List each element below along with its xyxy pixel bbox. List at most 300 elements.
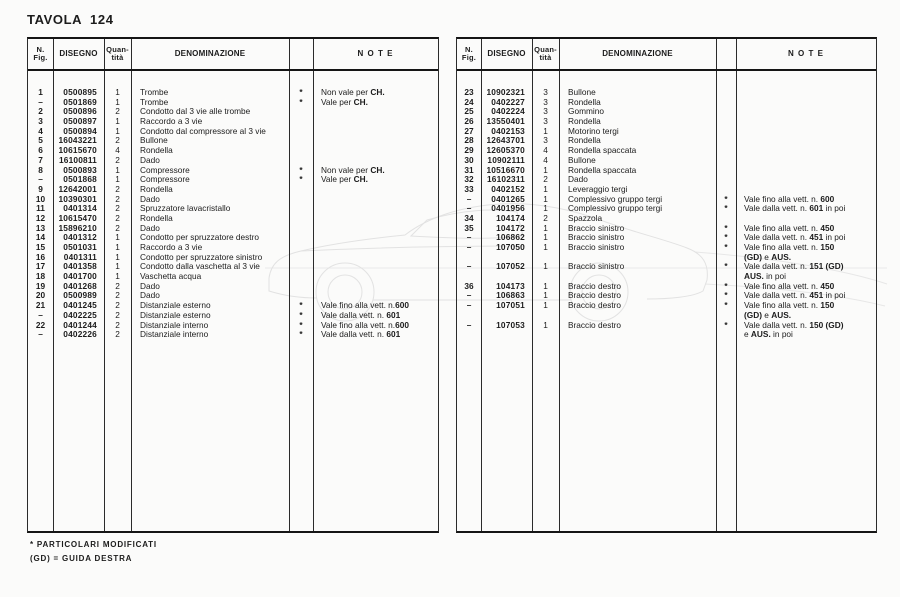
cell-star [716,156,736,166]
header-disegno: DISEGNO [59,48,98,58]
cell-denominazione: Compressore [140,174,190,185]
cell-disegno: 0401244 [63,319,97,330]
cell-fig: 33 [464,183,474,194]
cell-note [313,233,438,243]
cell-star: * [724,290,728,301]
cell-fig: 1 [38,87,43,97]
cell-note [736,166,876,176]
cell-disegno: 13550401 [486,116,525,127]
cell-disegno: 0401265 [491,193,525,204]
cell-star [289,243,313,253]
cell-fig: 16 [35,251,46,262]
cell-denominazione: Rondella [568,116,601,127]
cell-denominazione: Braccio destro [568,290,622,301]
cell-note: Vale dalla vett. n. 451 in poi [744,290,846,301]
cell-denominazione: Compressore [140,164,190,175]
cell-fig: – [38,309,43,320]
cell-disegno: 0500989 [63,290,97,301]
cell-qty: 1 [115,164,120,175]
cell-fig: 31 [464,164,474,175]
cell-qty: 1 [543,319,548,330]
cell-star [289,233,313,243]
cell-qty: 2 [115,203,120,214]
cell-note: Non vale per CH. [321,87,385,97]
cell-star [289,127,313,137]
cell-fig: 34 [464,212,474,223]
header-qty: Quan- tità [106,44,129,62]
cell-qty: 1 [543,232,548,243]
cell-denominazione: Condotto dalla vaschetta al 3 vie [140,261,260,272]
cell-star [289,107,313,117]
header-denominazione: DENOMINAZIONE [602,48,673,58]
cell-disegno: 12642001 [58,183,97,194]
cell-qty: 3 [543,116,548,127]
cell-disegno: 0401245 [63,300,97,311]
cell-denominazione: Bullone [568,154,596,165]
cell-fig: 26 [464,116,474,127]
cell-qty: 1 [543,261,548,272]
cell-qty: 1 [543,193,548,204]
cell-note: Vale dalla vett. n. 150 (GD) e AUS. in poi [744,319,844,340]
cell-qty: 2 [115,222,120,233]
header-denominazione: DENOMINAZIONE [174,48,246,58]
cell-note [313,282,438,292]
cell-disegno: 0402152 [491,183,525,194]
cell-note [736,146,876,156]
cell-star [716,117,736,127]
cell-fig: 12 [35,212,46,223]
cell-fig: 2 [38,106,43,117]
cell-denominazione: Braccio destro [568,280,622,291]
cell-star [289,195,313,205]
cell-disegno: 10615470 [58,212,97,223]
cell-disegno: 0402224 [491,106,525,117]
table-row [457,301,876,320]
cell-qty: 2 [543,212,548,223]
cell-star [716,146,736,156]
cell-note: Non vale per CH. [321,164,385,175]
cell-fig: 32 [464,174,474,185]
cell-qty: 1 [115,251,120,262]
cell-denominazione: Braccio sinistro [568,222,625,233]
cell-qty: 1 [543,125,548,136]
cell-disegno: 0401700 [63,271,97,282]
cell-qty: 1 [115,96,120,107]
cell-note: Vale fino alla vett. n. 450 [744,280,835,291]
cell-fig: – [466,193,472,204]
cell-note [313,253,438,263]
cell-fig: – [466,261,472,272]
cell-denominazione: Dado [140,280,160,291]
cell-denominazione: Motorino tergi [568,125,619,136]
table-body [457,71,876,340]
cell-fig: 24 [464,96,474,107]
cell-denominazione: Bullone [140,135,168,146]
cell-disegno: 15896210 [58,222,97,233]
table-header [457,39,876,69]
cell-qty: 3 [543,135,548,146]
cell-note [313,195,438,205]
cell-qty: 1 [543,290,548,301]
header-star [716,39,736,69]
cell-note [313,136,438,146]
header-qty: Quan- tità [534,44,557,62]
cell-disegno: 10615670 [58,145,97,156]
cell-star [716,107,736,117]
cell-fig: 8 [38,164,43,175]
cell-fig: – [466,319,472,330]
cell-denominazione: Spazzola [568,212,603,223]
cell-star: * [299,164,303,175]
cell-disegno: 10902111 [487,154,525,165]
cell-note: Vale per CH. [321,174,368,185]
cell-note [736,127,876,137]
cell-disegno: 10902321 [486,87,525,97]
cell-disegno: 16043221 [58,135,97,146]
cell-denominazione: Trombe [140,96,169,107]
cell-star: * [724,203,728,214]
cell-note: Vale dalla vett. n. 451 in poi [744,232,846,243]
cell-note [313,262,438,272]
cell-fig: 19 [35,280,46,291]
cell-disegno: 104173 [496,280,525,291]
cell-star [289,136,313,146]
cell-disegno: 16102311 [486,174,525,185]
cell-fig: – [38,329,43,340]
cell-note [736,88,876,98]
cell-star: * [299,87,303,97]
cell-denominazione: Condotto per spruzzatore destro [140,232,259,243]
cell-disegno: 0402227 [491,96,525,107]
cell-qty: 4 [543,145,548,156]
cell-note [736,156,876,166]
cell-fig: – [466,300,472,311]
cell-denominazione: Rondella spaccata [568,145,637,156]
cell-qty: 1 [543,203,548,214]
cell-qty: 2 [543,174,548,185]
cell-note: Vale dalla vett. n. 601 in poi [744,203,846,214]
cell-denominazione: Bullone [568,87,596,97]
cell-fig: 28 [464,135,474,146]
cell-star [716,136,736,146]
cell-fig: – [38,96,43,107]
cell-note [313,214,438,224]
cell-denominazione: Condotto per spruzzatore sinistro [140,251,263,262]
cell-note [313,146,438,156]
header-note: N O T E [788,48,824,58]
cell-denominazione: Dado [568,174,588,185]
cell-qty: 2 [115,290,120,301]
cell-denominazione: Complessivo gruppo tergi [568,203,663,214]
cell-qty: 2 [115,300,120,311]
cell-disegno: 16100811 [58,154,97,165]
cell-disegno: 10390301 [58,193,97,204]
cell-star [289,204,313,214]
cell-qty: 1 [543,164,548,175]
cell-qty: 1 [543,300,548,311]
cell-star [289,214,313,224]
table-row [457,321,876,340]
cell-fig: 13 [35,222,46,233]
cell-disegno: 107053 [496,319,525,330]
cell-denominazione: Dado [140,154,160,165]
cell-fig: – [466,242,472,252]
cell-qty: 1 [115,116,120,127]
cell-star [289,262,313,272]
cell-denominazione: Braccio sinistro [568,242,625,252]
cell-qty: 1 [115,87,120,97]
cell-fig: 17 [35,261,46,272]
cell-note: Vale dalla vett. n. 601 [321,329,401,340]
cell-star: * [299,329,303,340]
cell-qty: 3 [543,96,548,107]
cell-disegno: 0501869 [63,96,97,107]
cell-disegno: 0402153 [491,125,525,136]
cell-fig: 20 [35,290,46,301]
cell-star [716,127,736,137]
cell-disegno: 12643701 [486,135,525,146]
cell-denominazione: Braccio destro [568,300,622,311]
cell-fig: 7 [38,154,43,165]
cell-disegno: 10516670 [486,164,525,175]
cell-star [289,224,313,234]
cell-disegno: 0401956 [491,203,525,214]
cell-star: * [299,300,303,311]
cell-fig: – [466,203,472,214]
cell-disegno: 106863 [496,290,525,301]
cell-disegno: 0500895 [63,87,97,97]
cell-star: * [724,232,728,243]
cell-denominazione: Raccordo a 3 vie [140,116,203,127]
cell-star [289,117,313,127]
cell-disegno: 0402225 [63,309,97,320]
cell-qty: 2 [115,135,120,146]
cell-denominazione: Rondella spaccata [568,164,637,175]
cell-star: * [299,319,303,330]
cell-star: * [724,319,728,330]
cell-denominazione: Dado [140,193,160,204]
cell-denominazione: Distanziale interno [140,329,209,340]
footnote-gd-legend: (GD) = GUIDA DESTRA [30,554,133,563]
cell-fig: 9 [38,183,43,194]
cell-qty: 1 [115,242,120,252]
cell-denominazione: Rondella [568,96,601,107]
cell-note [313,224,438,234]
cell-note: Vale dalla vett. n. 151 (GD) AUS. in poi [744,261,844,282]
cell-star [716,175,736,185]
cell-star [716,88,736,98]
cell-disegno: 0401358 [63,261,97,272]
cell-fig: 11 [36,203,45,214]
cell-qty: 1 [115,232,120,243]
cell-denominazione: Rondella [568,135,601,146]
cell-fig: – [466,290,472,301]
cell-star: * [299,96,303,107]
cell-note: Vale dalla vett. n. 601 [321,309,401,320]
table-row [457,243,876,262]
cell-star: * [299,309,303,320]
cell-qty: 2 [115,329,120,340]
cell-denominazione: Raccordo a 3 vie [140,242,203,252]
cell-note [313,117,438,127]
cell-disegno: 0500893 [63,164,97,175]
cell-qty: 2 [115,212,120,223]
cell-disegno: 0501031 [63,242,97,252]
cell-disegno: 107052 [496,261,525,272]
cell-qty: 1 [543,280,548,291]
cell-note [313,243,438,253]
cell-denominazione: Distanziale esterno [140,309,211,320]
cell-disegno: 0402226 [63,329,97,340]
cell-note [313,127,438,137]
cell-denominazione: Vaschetta acqua [140,271,202,282]
cell-qty: 3 [543,87,548,97]
cell-denominazione: Complessivo gruppo tergi [568,193,663,204]
cell-star [289,146,313,156]
cell-qty: 1 [543,222,548,233]
cell-fig: – [38,174,43,185]
cell-star: * [724,242,728,252]
cell-qty: 2 [115,193,120,204]
cell-note [313,107,438,117]
cell-fig: – [466,232,472,243]
cell-note: Vale fino alla vett. n.600 [321,300,409,311]
page-title: TAVOLA 124 [27,12,114,27]
table-header [28,39,438,69]
cell-star [716,98,736,108]
cell-qty: 1 [543,183,548,194]
cell-fig: 30 [464,154,474,165]
cell-disegno: 0500894 [63,125,97,136]
cell-denominazione: Spruzzatore lavacristallo [140,203,231,214]
cell-fig: 10 [35,193,46,204]
cell-denominazione: Trombe [140,87,169,97]
header-fig: N. Fig. [33,44,48,62]
cell-denominazione: Distanziale esterno [140,300,211,311]
cell-fig: 18 [35,271,46,282]
cell-qty: 2 [115,154,120,165]
cell-star: * [299,174,303,185]
cell-note [736,117,876,127]
cell-note: Vale fino alla vett. n. 150 (GD) e AUS. [744,242,835,262]
cell-star: * [724,280,728,291]
cell-qty: 4 [115,145,120,156]
cell-qty: 2 [115,319,120,330]
cell-denominazione: Condotto dal 3 vie alle trombe [140,106,251,117]
cell-fig: 4 [38,125,43,136]
cell-fig: 25 [464,106,474,117]
footnote-modified-parts: * PARTICOLARI MODIFICATI [30,540,157,549]
table-row [28,330,438,340]
cell-denominazione: Rondella [140,212,173,223]
cell-disegno: 0500896 [63,106,97,117]
cell-disegno: 107050 [496,242,525,252]
cell-qty: 2 [115,280,120,291]
cell-note [313,272,438,282]
cell-fig: 27 [464,125,474,136]
cell-fig: 23 [464,87,474,97]
cell-disegno: 0401312 [63,232,97,243]
cell-fig: 5 [38,135,43,146]
header-fig: N. Fig. [461,44,477,62]
parts-table-right [456,37,877,533]
cell-disegno: 0401268 [63,280,97,291]
cell-note [313,204,438,214]
header-star [289,39,313,69]
cell-qty: 1 [115,125,120,136]
cell-note: Vale fino alla vett. n. 600 [744,193,835,204]
cell-disegno: 0500897 [63,116,97,127]
cell-note [313,185,438,195]
cell-disegno: 107051 [496,300,525,311]
cell-denominazione: Braccio sinistro [568,261,625,272]
cell-note: Vale per CH. [321,96,368,107]
cell-note [736,98,876,108]
cell-star [716,166,736,176]
cell-denominazione: Dado [140,222,160,233]
cell-fig: 14 [35,232,46,243]
table-row [457,262,876,281]
cell-qty: 2 [115,183,120,194]
cell-qty: 3 [543,106,548,117]
cell-disegno: 0501868 [63,174,97,185]
cell-fig: 21 [35,300,46,311]
cell-qty: 2 [115,309,120,320]
cell-fig: 15 [35,242,46,252]
cell-qty: 1 [543,242,548,252]
cell-fig: 29 [464,145,474,156]
cell-disegno: 106862 [496,232,525,243]
cell-note: Vale fino alla vett. n.600 [321,319,409,330]
cell-fig: 35 [464,222,474,233]
cell-star [289,272,313,282]
header-note: N O T E [357,48,394,58]
cell-qty: 4 [543,154,548,165]
cell-denominazione: Rondella [140,145,173,156]
cell-fig: 22 [35,319,46,330]
cell-disegno: 104174 [496,212,525,223]
cell-fig: 36 [464,280,474,291]
cell-note [736,175,876,185]
cell-denominazione: Gommino [568,106,604,117]
cell-star [289,253,313,263]
cell-denominazione: Dado [140,290,160,301]
cell-note: Vale fino alla vett. n. 450 [744,222,835,233]
cell-qty: 1 [115,174,120,185]
cell-star: * [724,261,728,272]
cell-star [289,282,313,292]
cell-denominazione: Distanziale interno [140,319,209,330]
cell-star: * [724,222,728,233]
cell-note [736,136,876,146]
table-body [28,71,438,340]
cell-denominazione: Condotto dal compressore al 3 vie [140,125,266,136]
cell-disegno: 0401314 [63,203,97,214]
parts-table-left [27,37,439,533]
cell-star: * [724,300,728,311]
cell-qty: 1 [115,261,120,272]
cell-denominazione: Braccio destro [568,319,622,330]
cell-star [289,185,313,195]
cell-denominazione: Rondella [140,183,173,194]
cell-note: Vale fino alla vett. n. 150 (GD) e AUS. [744,300,835,320]
cell-star: * [724,193,728,204]
cell-disegno: 0401311 [63,251,97,262]
cell-qty: 1 [115,271,120,282]
header-disegno: DISEGNO [487,48,526,58]
cell-note [736,107,876,117]
cell-disegno: 104172 [496,222,525,233]
